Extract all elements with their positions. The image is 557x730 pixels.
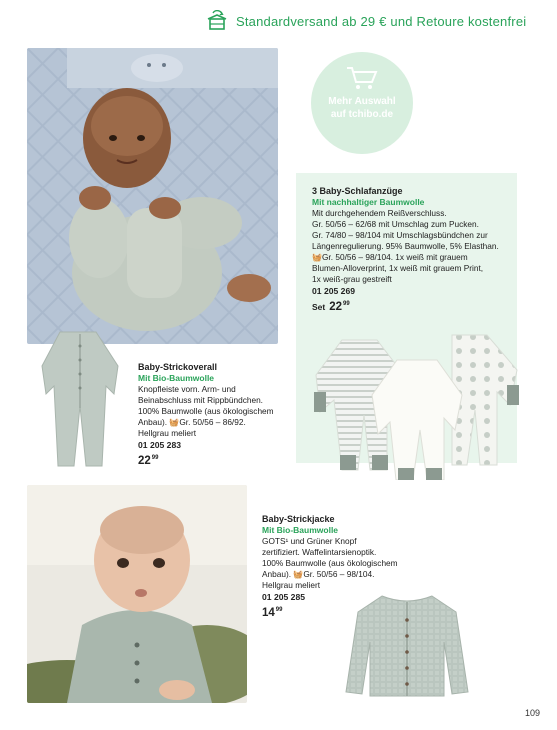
product-desc-line: zertifiziert. Waffelintarsienoptik. — [262, 547, 377, 557]
product-desc-line: Längenregulierung. 95% Baumwolle, 5% Elasthan. — [312, 241, 499, 251]
shipping-banner-text: Standardversand ab 29 € und Retoure kostenfrei — [236, 13, 527, 29]
product-tag: Mit Bio-Baumwolle — [138, 373, 215, 383]
article-number: 01 205 269 — [312, 286, 356, 296]
pajamas-image — [312, 330, 532, 480]
product-desc-line: Gr. 74/80 – 98/104 mit Umschlagsbündchen zur — [312, 230, 488, 240]
product-title: 3 Baby-Schlafanzüge — [312, 186, 403, 196]
product-tag: Mit nachhaltiger Baumwolle — [312, 197, 425, 207]
product-desc-line: GOTS¹ und Grüner Knopf — [262, 536, 357, 546]
badge-line-1: Mehr Auswahl — [328, 96, 396, 107]
price — [138, 453, 288, 467]
product-desc-line: Beinabschluss mit Rippbündchen. — [138, 395, 263, 405]
product-desc-line: Gr. 50/56 – 86/92. — [179, 417, 246, 427]
price-cents: 99 — [275, 607, 283, 613]
price-euros: 14 — [262, 607, 275, 619]
badge-line-2: auf tchibo.de — [330, 109, 394, 120]
page-number: 109 — [524, 708, 540, 718]
shipping-banner — [206, 8, 551, 34]
knit-cardigan-image — [344, 592, 470, 700]
product-desc-line: Hellgrau meliert — [138, 428, 197, 438]
product-desc-line: 100% Baumwolle (aus ökologischem — [138, 406, 274, 416]
product-title: Baby-Strickjacke — [262, 514, 335, 524]
product-desc-line: Mit durchgehendem Reißverschluss. — [312, 208, 447, 218]
product-desc-line: Knopfleiste vorn. Arm- und — [138, 384, 236, 394]
product-pajamas — [312, 186, 512, 313]
shipping-box-icon — [206, 10, 228, 32]
washing-icon: 🧺 — [169, 418, 180, 427]
product-desc-line: 100% Baumwolle (aus ökologischem — [262, 558, 398, 568]
product-desc-line: Blumen-Alloverprint, 1x weiß mit grauem Print, — [312, 263, 484, 273]
washing-icon: 🧺 — [293, 570, 304, 579]
price-euros: 22 — [329, 301, 343, 313]
price-cents: 99 — [151, 455, 159, 461]
shopping-cart-icon — [345, 65, 379, 91]
product-desc-line: Anbau). — [138, 417, 168, 427]
product-knit-overall — [138, 362, 288, 467]
product-desc-line: Gr. 50/56 – 98/104. — [303, 569, 375, 579]
more-selection-badge[interactable] — [311, 52, 413, 154]
product-desc-line: Hellgrau meliert — [262, 580, 321, 590]
article-number: 01 205 283 — [138, 440, 182, 450]
product-title: Baby-Strickoverall — [138, 362, 218, 372]
product-desc-line: 1x weiß-grau gestreift — [312, 274, 392, 284]
price-prefix: Set — [312, 302, 326, 312]
product-desc-line: Gr. 50/56 – 98/104. 1x weiß mit grauem — [321, 252, 468, 262]
price — [312, 299, 512, 313]
product-tag: Mit Bio-Baumwolle — [262, 525, 339, 535]
baby-lying-photo — [27, 48, 278, 344]
price-cents: 99 — [343, 301, 350, 307]
article-number: 01 205 285 — [262, 592, 306, 602]
product-desc-line: Gr. 50/56 – 62/68 mit Umschlag zum Pucken. — [312, 219, 479, 229]
price-euros: 22 — [138, 455, 151, 467]
knit-overall-image — [34, 326, 126, 471]
washing-icon: 🧺 — [312, 253, 322, 262]
baby-sitting-photo — [27, 485, 247, 703]
product-desc-line: Anbau). — [262, 569, 292, 579]
